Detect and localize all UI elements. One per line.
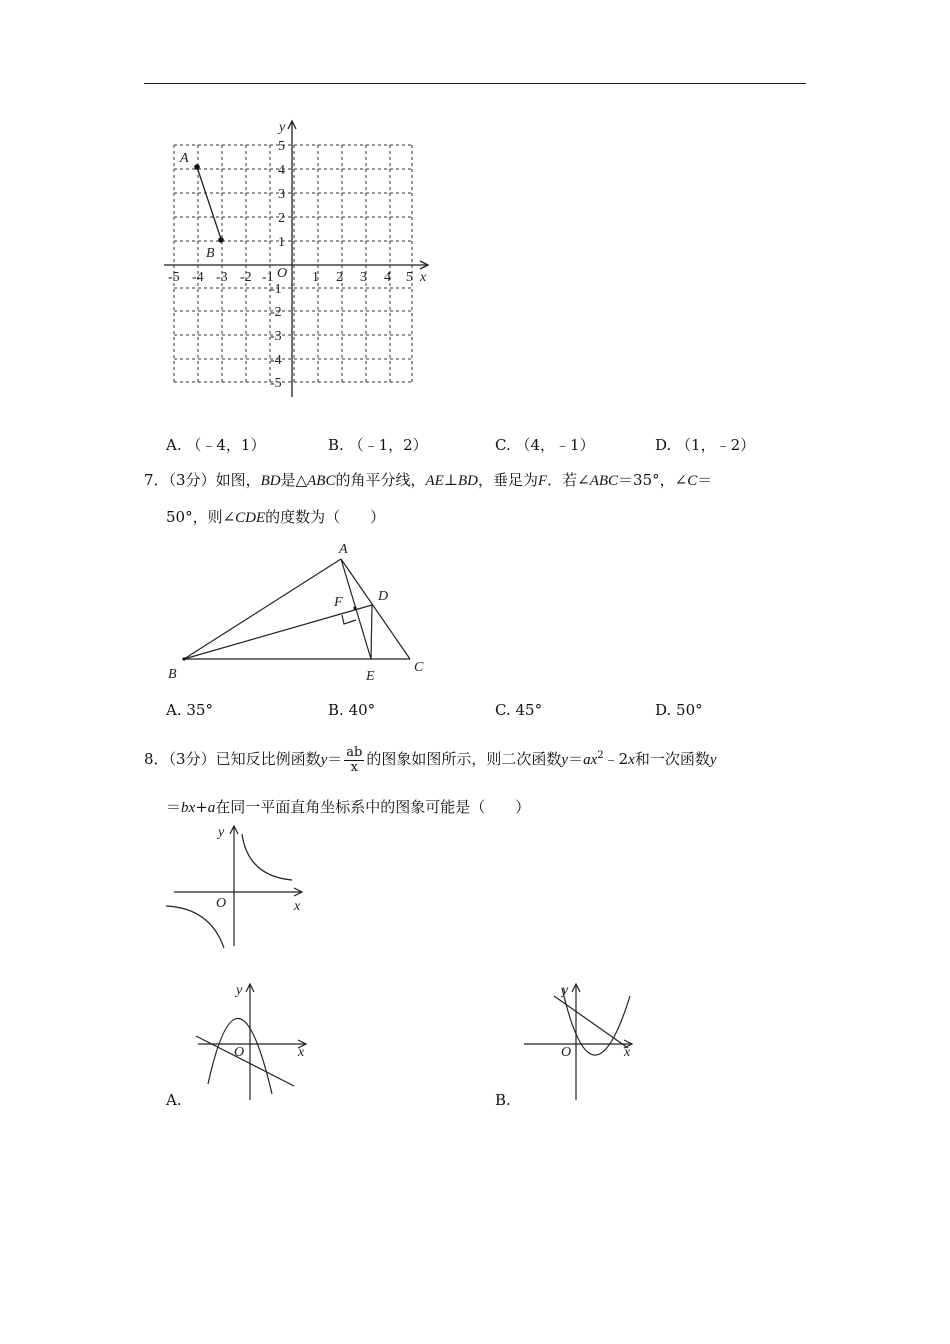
y-axis-label: y bbox=[236, 983, 243, 998]
q7-triangle-figure bbox=[160, 538, 440, 688]
x-tick: -3 bbox=[216, 270, 228, 285]
q8-option-b-figure bbox=[518, 978, 648, 1103]
q7-question-line1: 7．（3分）如图，BD是△ABC的角平分线，AE⊥BD，垂足为F．若∠ABC＝35°，∠C＝ bbox=[144, 471, 713, 489]
q8-option-a-figure bbox=[190, 978, 320, 1103]
q8-hyperbola-figure bbox=[160, 820, 320, 955]
origin-label: O bbox=[561, 1045, 572, 1060]
y-tick: 1 bbox=[278, 235, 285, 250]
vertex-d-label: D bbox=[378, 589, 389, 604]
y-tick: 3 bbox=[278, 187, 285, 202]
x-tick: 4 bbox=[384, 270, 391, 285]
q8-question-line2: ＝bx+a在同一平面直角坐标系中的图象可能是（ ） bbox=[166, 798, 531, 816]
q6-option-d: D. （1，﹣2） bbox=[655, 436, 756, 454]
q7-option-d: D. 50° bbox=[655, 701, 703, 719]
x-tick: 1 bbox=[312, 270, 319, 285]
origin-label: O bbox=[234, 1045, 245, 1060]
q6-option-b: B. （﹣1，2） bbox=[328, 436, 428, 454]
x-tick: -5 bbox=[168, 270, 180, 285]
vertex-b-label: B bbox=[168, 667, 177, 682]
x-tick: -1 bbox=[262, 270, 274, 285]
header-rule bbox=[144, 83, 806, 84]
origin-label: O bbox=[216, 896, 227, 911]
x-tick: 3 bbox=[360, 270, 367, 285]
y-tick: -4 bbox=[270, 353, 282, 368]
y-tick: 5 bbox=[278, 139, 285, 154]
q8-option-b: B. bbox=[495, 1091, 511, 1109]
vertex-a-label: A bbox=[339, 542, 348, 557]
x-axis-label: x bbox=[294, 899, 301, 914]
x-axis-label: x bbox=[624, 1045, 631, 1060]
y-axis-label: y bbox=[562, 983, 569, 998]
origin-label: O bbox=[277, 266, 288, 281]
y-tick: -1 bbox=[270, 282, 282, 297]
vertex-c-label: C bbox=[414, 660, 424, 675]
q7-option-b: B. 40° bbox=[328, 701, 376, 719]
x-axis-label: x bbox=[298, 1045, 305, 1060]
y-tick: -3 bbox=[270, 329, 282, 344]
y-axis-label: y bbox=[279, 120, 286, 135]
q7-option-c: C. 45° bbox=[495, 701, 543, 719]
point-f-label: F bbox=[334, 595, 343, 610]
q6-coordinate-figure bbox=[150, 115, 450, 405]
x-tick: 2 bbox=[336, 270, 343, 285]
q6-option-a: A. （﹣4，1） bbox=[166, 436, 266, 454]
q8-option-a: A. bbox=[166, 1091, 182, 1109]
y-tick: 4 bbox=[278, 163, 285, 178]
y-tick: -2 bbox=[270, 305, 282, 320]
x-tick: -4 bbox=[192, 270, 204, 285]
x-axis-label: x bbox=[420, 270, 427, 285]
q7-question-line2: 50°，则∠CDE的度数为（ ） bbox=[166, 508, 386, 526]
vertex-e-label: E bbox=[366, 669, 375, 684]
point-a-label: A bbox=[180, 151, 189, 166]
y-axis-label: y bbox=[218, 825, 225, 840]
y-tick: -5 bbox=[270, 376, 282, 391]
q7-option-a: A. 35° bbox=[166, 701, 213, 719]
fraction-ab-over-x: $\frac{ab}{x}$ bbox=[346, 744, 363, 775]
x-tick: -2 bbox=[240, 270, 252, 285]
x-tick: 5 bbox=[406, 270, 413, 285]
q8-question-line1: 8．（3分）已知反比例函数y＝ $\frac{ab}{x}$ 的图象如图所示，则二次函数$y=ax^2﹣2x$和一次函数y bbox=[144, 744, 717, 775]
point-b-label: B bbox=[206, 246, 215, 261]
q6-option-c: C. （4，﹣1） bbox=[495, 436, 595, 454]
y-tick: 2 bbox=[278, 211, 285, 226]
